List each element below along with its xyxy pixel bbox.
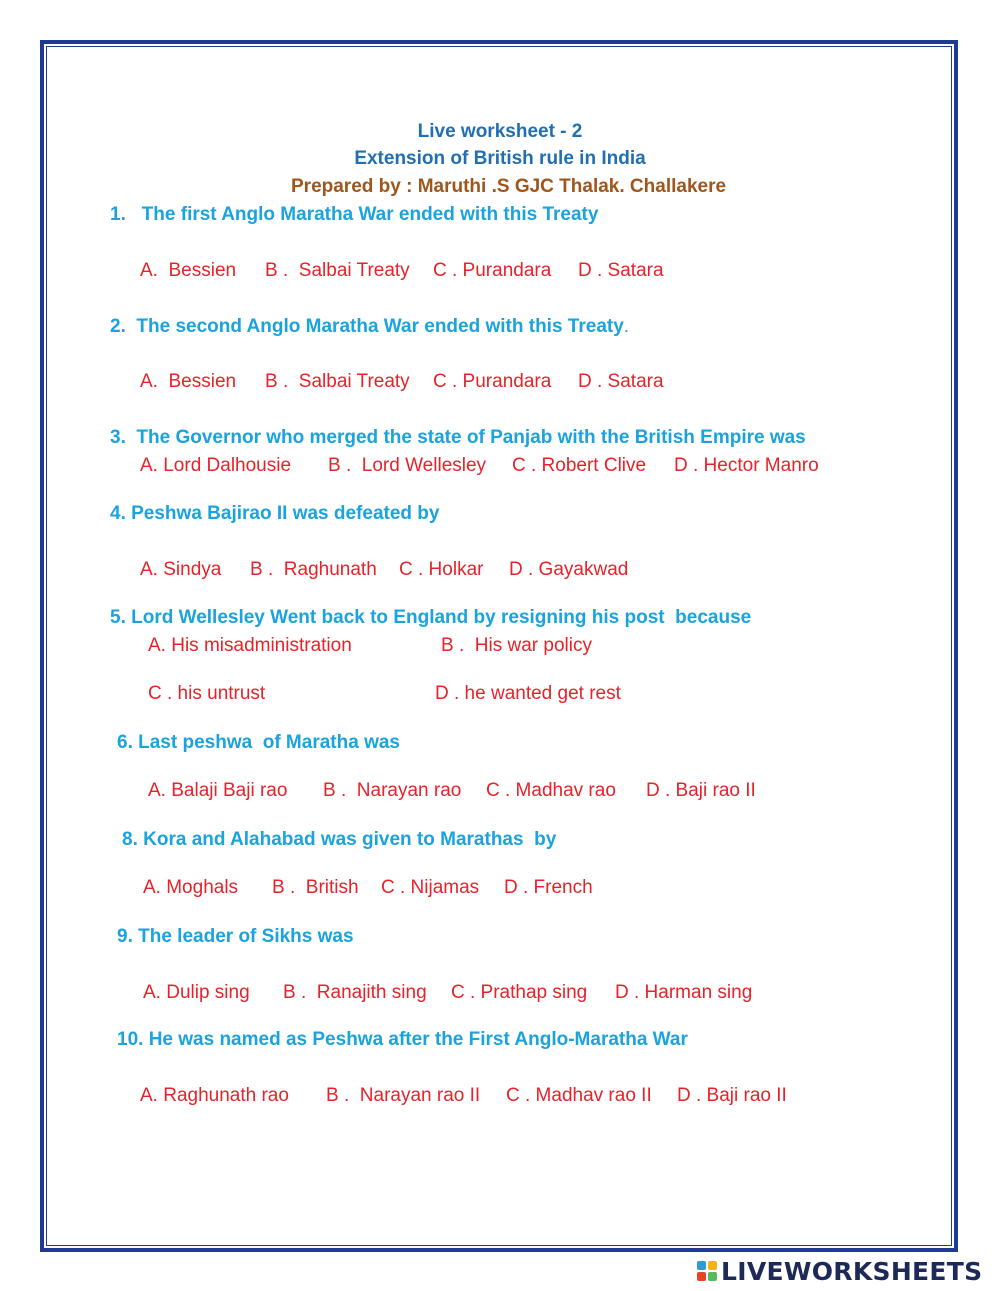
q9-option-a[interactable]: A. Dulip sing	[143, 982, 250, 1003]
q3-option-c[interactable]: C . Robert Clive	[512, 455, 647, 476]
q2-option-a[interactable]: A. Bessien	[140, 371, 237, 392]
q8-option-d[interactable]: D . French	[504, 877, 593, 898]
q8-option-c[interactable]: C . Nijamas	[381, 877, 480, 898]
q6-option-b[interactable]: B . Narayan rao	[323, 780, 462, 801]
question-2-trailing: .	[623, 316, 630, 337]
logo-square-2	[708, 1261, 717, 1270]
q10-option-c[interactable]: C . Madhav rao II	[506, 1085, 652, 1106]
q4-option-b[interactable]: B . Raghunath	[250, 559, 377, 580]
q1-option-c[interactable]: C . Purandara	[433, 260, 552, 281]
question-9: 9. The leader of Sikhs was	[117, 926, 354, 947]
question-5: 5. Lord Wellesley Went back to England by resigning his post because	[110, 607, 752, 628]
q10-option-d[interactable]: D . Baji rao II	[677, 1085, 787, 1106]
q9-option-b[interactable]: B . Ranajith sing	[283, 982, 427, 1003]
question-3: 3. The Governor who merged the state of Panjab with the British Empire was	[110, 427, 806, 448]
q2-option-b[interactable]: B . Salbai Treaty	[265, 371, 410, 392]
q6-option-c[interactable]: C . Madhav rao	[486, 780, 616, 801]
worksheet-title: Live worksheet - 2	[417, 121, 583, 142]
logo-square-4	[708, 1272, 717, 1281]
logo-square-1	[697, 1261, 706, 1270]
q8-option-a[interactable]: A. Moghals	[143, 877, 239, 898]
q1-option-b[interactable]: B . Salbai Treaty	[265, 260, 410, 281]
q5-option-a[interactable]: A. His misadministration	[148, 635, 352, 656]
q2-option-d[interactable]: D . Satara	[578, 371, 664, 392]
q3-option-a[interactable]: A. Lord Dalhousie	[140, 455, 292, 476]
question-2-text: 2. The second Anglo Maratha War ended with this Treaty	[110, 316, 624, 337]
q3-option-b[interactable]: B . Lord Wellesley	[328, 455, 487, 476]
q4-option-d[interactable]: D . Gayakwad	[509, 559, 629, 580]
q1-option-d[interactable]: D . Satara	[578, 260, 664, 281]
q5-option-d[interactable]: D . he wanted get rest	[435, 683, 621, 704]
q6-option-a[interactable]: A. Balaji Baji rao	[148, 780, 288, 801]
question-8: 8. Kora and Alahabad was given to Marathas by	[122, 829, 557, 850]
q9-option-c[interactable]: C . Prathap sing	[451, 982, 588, 1003]
question-2	[110, 315, 629, 339]
liveworksheets-logo-icon	[697, 1261, 717, 1281]
liveworksheets-logo	[697, 1257, 982, 1285]
question-4: 4. Peshwa Bajirao II was defeated by	[110, 503, 440, 524]
q5-option-b[interactable]: B . His war policy	[441, 635, 592, 656]
q10-option-b[interactable]: B . Narayan rao II	[326, 1085, 481, 1106]
question-1: 1. The first Anglo Maratha War ended with this Treaty	[110, 204, 599, 225]
q3-option-d[interactable]: D . Hector Manro	[674, 455, 819, 476]
worksheet-subtitle: Extension of British rule in India	[354, 148, 646, 169]
q10-option-a[interactable]: A. Raghunath rao	[140, 1085, 289, 1106]
q4-option-a[interactable]: A. Sindya	[140, 559, 222, 580]
q2-option-c[interactable]: C . Purandara	[433, 371, 552, 392]
q8-option-b[interactable]: B . British	[272, 877, 359, 898]
question-10: 10. He was named as Peshwa after the First Anglo-Maratha War	[117, 1029, 688, 1050]
prepared-by: Prepared by : Maruthi .S GJC Thalak. Challakere	[291, 176, 727, 197]
q4-option-c[interactable]: C . Holkar	[399, 559, 484, 580]
q5-option-c[interactable]: C . his untrust	[148, 683, 266, 704]
question-6: 6. Last peshwa of Maratha was	[117, 732, 400, 753]
q1-option-a[interactable]: A. Bessien	[140, 260, 237, 281]
q9-option-d[interactable]: D . Harman sing	[615, 982, 753, 1003]
q6-option-d[interactable]: D . Baji rao II	[646, 780, 756, 801]
liveworksheets-logo-text: LIVEWORKSHEETS	[721, 1256, 983, 1286]
logo-square-3	[697, 1272, 706, 1281]
